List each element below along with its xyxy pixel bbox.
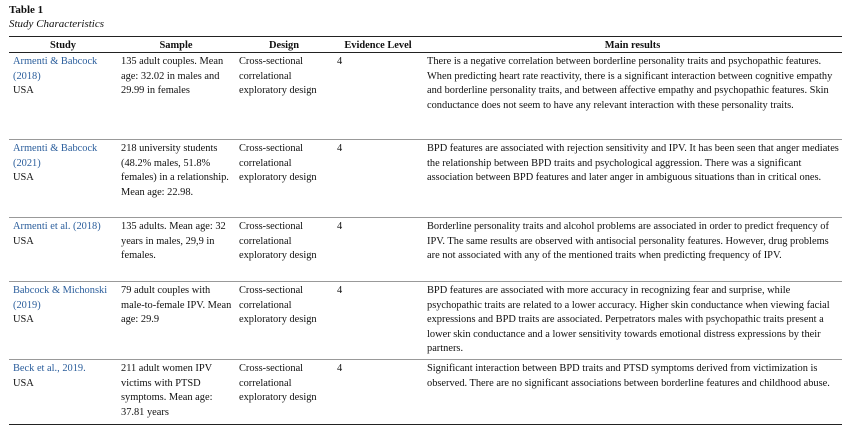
table-row: [9, 140, 842, 218]
table-label: Table 1: [9, 4, 44, 16]
study-country: USA: [13, 172, 34, 184]
header-main-results: Main results: [423, 37, 842, 53]
table-row: [9, 53, 842, 140]
study-cell: [9, 53, 117, 140]
sample-cell: 135 adults. Mean age: 32 years in males, 29,9 in females.: [117, 218, 235, 282]
header-evidence-level: Evidence Level: [333, 37, 423, 53]
table-row: [9, 282, 842, 360]
design-cell: Cross-sectional correlational exploratory design: [235, 360, 333, 425]
study-citation-link[interactable]: Armenti et al. (2018): [13, 221, 101, 232]
header-study: Study: [9, 37, 117, 53]
sample-cell: 211 adult women IPV victims with PTSD symptoms. Mean age: 37.81 years: [117, 360, 235, 425]
evidence-level-cell: 4: [333, 360, 423, 425]
main-results-cell: BPD features are associated with rejection sensitivity and IPV. It has been seen that anger mediates the relationship between BPD traits and psychological aggression. There was a significant association between BPD features and later anger in ambiguous situations than in critical ones.: [423, 140, 842, 218]
main-results-cell: Significant interaction between BPD traits and PTSD symptoms derived from victimization is observed. There are no significant associations between borderline features and childhood abuse.: [423, 360, 842, 425]
sample-cell: 218 university students (48.2% males, 51.8% females) in a relationship. Mean age: 22.98.: [117, 140, 235, 218]
main-results-cell: Borderline personality traits and alcohol problems are associated in order to predict frequency of IPV. The same results are observed with antisocial personality features. However, drug problems are not associated with any of the mentioned traits when predicting frequency of IPV.: [423, 218, 842, 282]
main-results-cell: There is a negative correlation between borderline personality traits and psychopathic features. When predicting heart rate reactivity, there is a significant interaction between cognitive empathy and borderline personality traits, and between affective empathy and psychopathic features. Skin conductance does not seem to have any relevant interaction with these personality traits.: [423, 53, 842, 140]
table-row: [9, 360, 842, 425]
design-cell: Cross-sectional correlational exploratory design: [235, 53, 333, 140]
evidence-level-cell: 4: [333, 53, 423, 140]
study-cell: [9, 282, 117, 360]
table-header-row: [9, 37, 842, 53]
study-citation-link[interactable]: Armenti & Babcock (2018): [13, 56, 98, 82]
design-cell: Cross-sectional correlational exploratory design: [235, 140, 333, 218]
study-citation-link[interactable]: Beck et al., 2019.: [13, 363, 86, 374]
study-cell: [9, 140, 117, 218]
study-country: USA: [13, 377, 34, 389]
study-cell: [9, 218, 117, 282]
sample-cell: 79 adult couples with male-to-female IPV. Mean age: 29.9: [117, 282, 235, 360]
header-design: Design: [235, 37, 333, 53]
evidence-level-cell: 4: [333, 218, 423, 282]
evidence-level-cell: 4: [333, 282, 423, 360]
study-country: USA: [13, 235, 34, 247]
main-results-cell: BPD features are associated with more accuracy in recognizing fear and surprise, while psychopathic traits are related to a lower accuracy. Higher skin conductance when viewing facial expressions and BPD traits are associated. Perpetrators males with psychopathic traits present a lower skin conductance and a lower sensitivity towards emotional distress expressions by their partners.: [423, 282, 842, 360]
study-cell: [9, 360, 117, 425]
design-cell: Cross-sectional correlational exploratory design: [235, 282, 333, 360]
sample-cell: 135 adult couples. Mean age: 32.02 in males and 29.99 in females: [117, 53, 235, 140]
study-country: USA: [13, 85, 34, 97]
table-row: [9, 218, 842, 282]
study-characteristics-table: [9, 36, 842, 425]
study-citation-link[interactable]: Babcock & Michonski (2019): [13, 285, 108, 311]
study-citation-link[interactable]: Armenti & Babcock (2021): [13, 143, 98, 169]
header-sample: Sample: [117, 37, 235, 53]
evidence-level-cell: 4: [333, 140, 423, 218]
study-country: USA: [13, 314, 34, 326]
table-caption: Study Characteristics: [9, 18, 105, 30]
design-cell: Cross-sectional correlational exploratory design: [235, 218, 333, 282]
